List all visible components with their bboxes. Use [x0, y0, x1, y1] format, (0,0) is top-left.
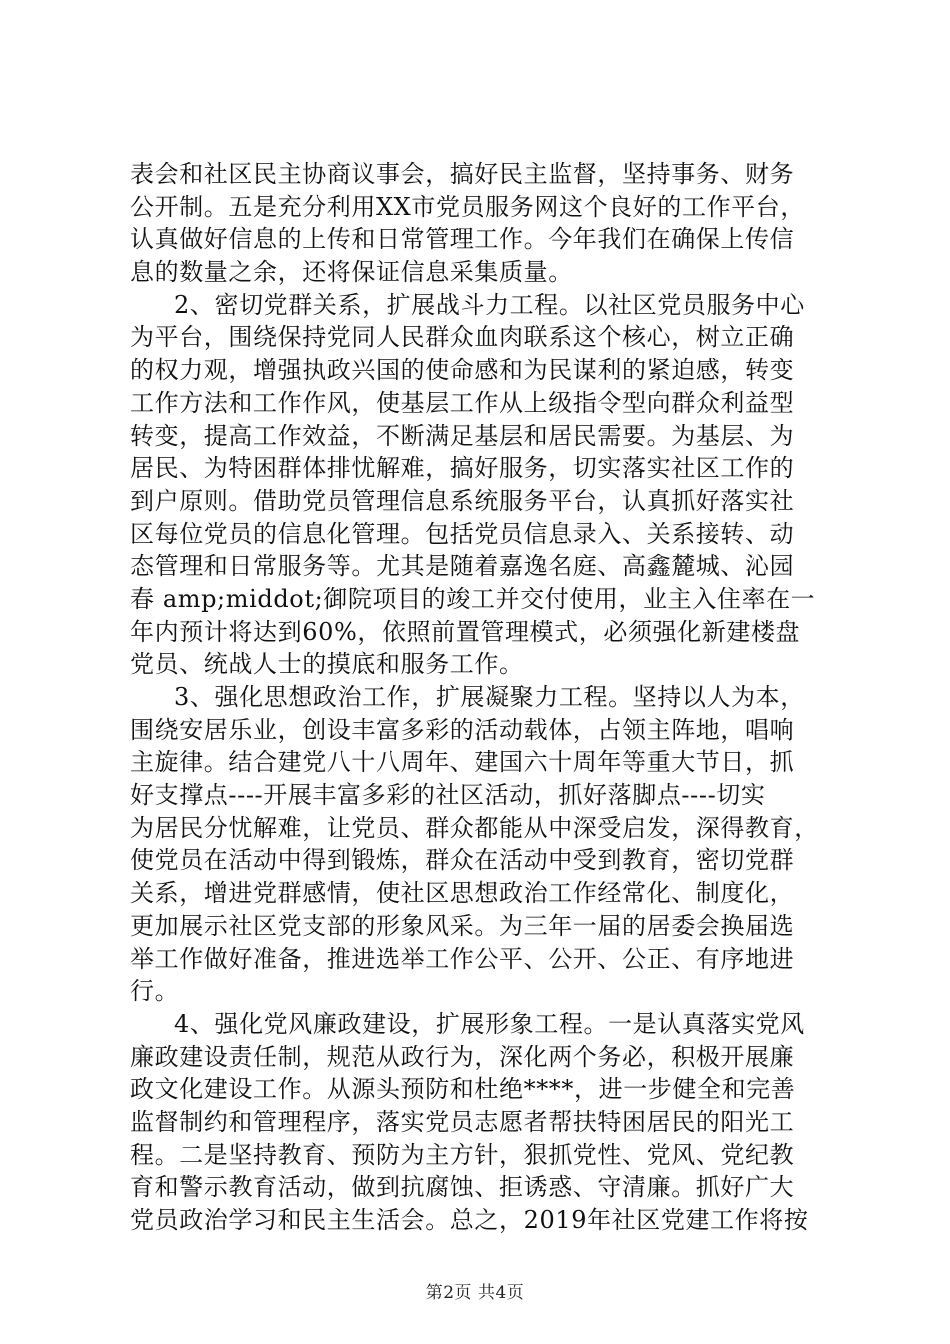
text-line: 态管理和日常服务等。尤其是随着嘉逸名庭、高鑫麓城、沁园 [130, 552, 795, 581]
text-line: 更加展示社区党支部的形象风采。为三年一届的居委会换届选 [130, 911, 795, 940]
text-line: 主旋律。结合建党八十八周年、建国六十周年等重大节日，抓 [130, 748, 795, 777]
text-line: 政文化建设工作。从源头预防和杜绝****，进一步健全和完善 [130, 1075, 796, 1104]
text-line: 育和警示教育活动，做到抗腐蚀、拒诱惑、守清廉。抓好广大 [130, 1173, 795, 1202]
text-line: 廉政建设责任制，规范从政行为，深化两个务必，积极开展廉 [130, 1042, 795, 1071]
text-line: 党员、统战人士的摸底和服务工作。 [130, 650, 524, 679]
text-line: 工作方法和工作作风，使基层工作从上级指令型向群众利益型 [130, 388, 795, 417]
text-line: 区每位党员的信息化管理。包括党员信息录入、关系接转、动 [130, 519, 795, 548]
text-line: 公开制。五是充分利用XX市党员服务网这个良好的工作平台， [130, 192, 805, 221]
text-line: 为平台，围绕保持党同人民群众血肉联系这个核心，树立正确 [130, 323, 795, 352]
text-line: 为居民分忧解难，让党员、群众都能从中深受启发，深得教育， [130, 813, 819, 842]
text-line: 程。二是坚持教育、预防为主方针，狠抓党性、党风、党纪教 [130, 1140, 795, 1169]
text-line: 息的数量之余，还将保证信息采集质量。 [130, 258, 573, 287]
text-line: 4、强化党风廉政建设，扩展形象工程。一是认真落实党风 [174, 1009, 805, 1038]
text-line: 转变，提高工作效益，不断满足基层和居民需要。为基层、为 [130, 421, 795, 450]
text-line: 认真做好信息的上传和日常管理工作。今年我们在确保上传信 [130, 225, 795, 254]
text-line: 到户原则。借助党员管理信息系统服务平台，认真抓好落实社 [130, 486, 795, 515]
text-line: 年内预计将达到60%，依照前置管理模式，必须强化新建楼盘 [130, 617, 801, 646]
text-line: 关系，增进党群感情，使社区思想政治工作经常化、制度化， [130, 879, 795, 908]
text-line: 使党员在活动中得到锻炼，群众在活动中受到教育，密切党群 [130, 846, 795, 875]
text-line: 好支撑点----开展丰富多彩的社区活动，抓好落脚点----切实 [130, 781, 766, 810]
text-line: 3、强化思想政治工作，扩展凝聚力工程。坚持以人为本， [174, 683, 805, 711]
text-line: 党员政治学习和民主生活会。总之，2019年社区党建工作将按 [130, 1206, 809, 1234]
text-line: 2、密切党群关系，扩展战斗力工程。以社区党员服务中心 [174, 290, 805, 319]
text-line: 行。 [130, 977, 180, 1006]
text-line: 围绕安居乐业，创设丰富多彩的活动载体，占领主阵地，唱响 [130, 715, 795, 744]
text-line: 举工作做好准备，推进选举工作公平、公开、公正、有序地进 [130, 944, 795, 973]
text-line: 春 amp;middot;御院项目的竣工并交付使用，业主入住率在一 [130, 584, 816, 613]
page-footer: 第2页 共4页 [425, 1283, 525, 1303]
text-line: 居民、为特困群体排忧解难，搞好服务，切实落实社区工作的 [130, 454, 795, 483]
document-body [130, 158, 830, 1237]
text-line: 的权力观，增强执政兴国的使命感和为民谋利的紧迫感，转变 [130, 356, 795, 385]
text-line: 表会和社区民主协商议事会，搞好民主监督，坚持事务、财务 [130, 160, 795, 188]
text-line: 监督制约和管理程序，落实党员志愿者帮扶特困居民的阳光工 [130, 1107, 795, 1136]
